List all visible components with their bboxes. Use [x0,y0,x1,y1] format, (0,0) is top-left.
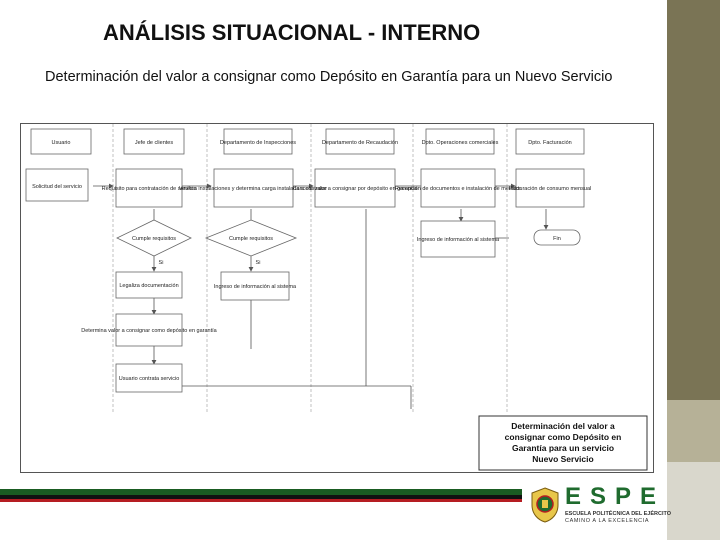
node-recepcion: Recepción de documentos e instalación de medidor [394,186,522,192]
node-cancela: Cancela valor a consignar por depósito en garantía [292,186,418,192]
node-contrata: Usuario contrata servicio [118,376,180,382]
slide-title: ANÁLISIS SITUACIONAL - INTERNO [103,20,481,45]
node-legaliza: Legaliza documentación [119,283,179,289]
lane-facturacion: Dpto. Facturación [528,140,572,146]
slide-subtitle: Determinación del valor a consignar como Depósito en Garantía para un Nuevo Servicio [45,69,613,85]
espe-logo-line2: CAMINO A LA EXCELENCIA [565,518,650,524]
label-si-2: Si [255,260,261,266]
node-cumple-requisitos-2: Cumple requisitos [228,236,274,242]
decorative-sidebar [667,0,720,540]
flowchart [21,124,653,472]
caption-line-1: Determinación del valor a [511,421,615,431]
lane-operaciones: Dpto. Operaciones comerciales [421,140,499,146]
node-fin: Fin [553,236,561,242]
node-ingreso-2: Ingreso de información al sistema [416,237,500,243]
node-facturacion: Facturación de consumo mensual [508,186,592,192]
lane-jefe-clientes: Jefe de clientes [134,140,174,146]
node-solicitud: Solicitud del servicio [32,184,82,190]
espe-logo-line1: ESCUELA POLITÉCNICA DEL EJÉRCITO [565,511,672,517]
footer-stripe-red [0,499,522,502]
lane-recaudacion: Departamento de Recaudación [321,140,399,146]
caption-line-4: Nuevo Servicio [532,454,594,464]
node-ingreso-1: Ingreso de información al sistema [213,284,297,290]
flowchart-frame [20,123,654,473]
node-requisito: Requisito para contratación de servicio [101,186,197,192]
node-verifica: Verifica instalaciones y determina carga instalada a contratar [178,186,328,192]
lane-usuario: Usuario [51,140,71,146]
espe-seal-icon [530,487,560,523]
lane-inspecciones: Departamento de Inspecciones [219,140,297,146]
sidebar-dark-block [667,0,720,400]
caption-line-2: consignar como Depósito en [504,432,622,442]
sidebar-mid-block [667,400,720,462]
node-cumple-requisitos-1: Cumple requisitos [131,236,177,242]
label-si-1: Si [158,260,164,266]
espe-logo-letters: ESPE [565,483,666,510]
node-determina: Determina valor a consignar como depósito en garantía [81,328,217,334]
caption-line-3: Garantía para un servicio [511,443,615,453]
